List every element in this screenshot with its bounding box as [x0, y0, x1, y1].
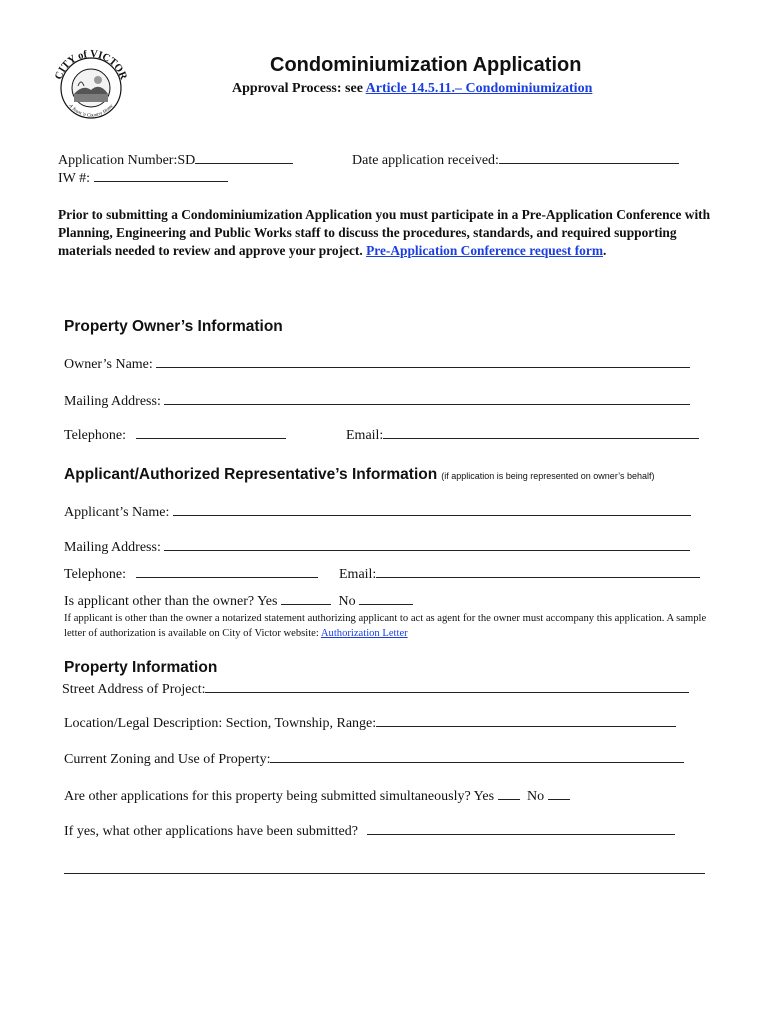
iw-blank[interactable]: [94, 181, 228, 182]
city-seal-logo: [48, 44, 134, 120]
applicant-name-field: [64, 505, 691, 521]
article-link[interactable]: Article 14.5.11.– Condominiumization: [365, 81, 593, 96]
street-address-field: [62, 682, 689, 698]
application-number-label: Application Number:SD: [58, 153, 196, 168]
authorization-letter-link[interactable]: Authorization Letter: [320, 628, 408, 639]
applicant-telephone-field: [64, 567, 318, 583]
applicant-other-no-label: No: [338, 594, 356, 609]
owner-telephone-blank[interactable]: [136, 438, 286, 439]
applicant-name-label: Applicant’s Name:: [64, 505, 170, 520]
legal-description-label: Location/Legal Description: Section, Township, Range:: [64, 716, 377, 731]
iw-label: IW #:: [58, 171, 91, 186]
notice-suffix: .: [602, 243, 607, 258]
applicant-other-yes-blank[interactable]: [281, 604, 331, 605]
document-title: Condominiumization Application: [270, 54, 582, 76]
notice-text: Prior to submitting a Condominiumization Application you must participate in a Pre-Application Conference with Planning, Engineering and Public Works staff to discuss the procedures, standards, and required supporting materials needed to review and approve your project.: [58, 207, 711, 258]
owner-mailing-blank[interactable]: [164, 404, 690, 405]
owner-email-label: Email:: [346, 428, 384, 443]
owner-telephone-field: [64, 428, 286, 444]
street-address-blank[interactable]: [205, 692, 689, 693]
date-received-blank[interactable]: [499, 163, 679, 164]
owner-name-field: [64, 357, 690, 373]
applicant-other-question: [64, 594, 413, 610]
applicant-mailing-blank[interactable]: [164, 550, 690, 551]
street-address-label: Street Address of Project:: [62, 682, 206, 697]
pre-application-form-link[interactable]: Pre-Application Conference request form: [366, 243, 603, 258]
authorization-note: [64, 611, 710, 641]
applicant-email-label: Email:: [339, 567, 377, 582]
owner-email-field: [346, 428, 699, 444]
applicant-name-blank[interactable]: [173, 515, 691, 516]
zoning-field: [64, 752, 684, 768]
iw-field: [58, 171, 228, 187]
approval-process-line: [232, 81, 592, 97]
zoning-blank[interactable]: [270, 762, 684, 763]
owner-mailing-field: [64, 394, 690, 410]
other-applications-blank[interactable]: [367, 834, 675, 835]
owner-section-heading: Property Owner’s Information: [64, 318, 283, 335]
simultaneous-question: [64, 789, 570, 805]
applicant-email-field: [339, 567, 700, 583]
simultaneous-yes-blank[interactable]: [498, 799, 520, 800]
seal-motto-text: A Town 'n Country Home: [67, 103, 115, 119]
application-number-field: [58, 153, 293, 169]
applicant-email-blank[interactable]: [376, 577, 700, 578]
seal-city-text: CITY of VICTOR: [53, 48, 129, 82]
legal-description-blank[interactable]: [376, 726, 676, 727]
owner-name-label: Owner’s Name:: [64, 357, 153, 372]
applicant-heading-note: (if application is being represented on owner’s behalf): [441, 471, 655, 481]
owner-name-blank[interactable]: [156, 367, 690, 368]
applicant-other-no-blank[interactable]: [359, 604, 413, 605]
property-section-heading: Property Information: [64, 659, 218, 676]
owner-telephone-label: Telephone:: [64, 428, 126, 443]
simultaneous-label: Are other applications for this property being submitted simultaneously? Yes: [64, 789, 495, 804]
applicant-mailing-field: [64, 540, 690, 556]
owner-mailing-label: Mailing Address:: [64, 394, 161, 409]
other-applications-label: If yes, what other applications have been submitted?: [64, 824, 358, 839]
other-applications-extra-line[interactable]: [64, 873, 705, 874]
applicant-other-label: Is applicant other than the owner? Yes: [64, 594, 278, 609]
application-number-blank[interactable]: [195, 163, 293, 164]
applicant-telephone-blank[interactable]: [136, 577, 318, 578]
other-applications-field: [64, 824, 675, 840]
zoning-label: Current Zoning and Use of Property:: [64, 752, 271, 767]
applicant-section-heading: Applicant/Authorized Representative’s Information: [64, 466, 438, 483]
applicant-telephone-label: Telephone:: [64, 567, 126, 582]
applicant-mailing-label: Mailing Address:: [64, 540, 161, 555]
authorization-note-text: If applicant is other than the owner a notarized statement authorizing applicant to act as agent for the owner must accompany this application. A sample letter of authorization is available on City of Victor website:: [64, 613, 707, 639]
date-received-field: [352, 153, 679, 169]
legal-description-field: [64, 716, 676, 732]
simultaneous-no-label: No: [527, 789, 545, 804]
pre-application-notice: [58, 206, 712, 260]
simultaneous-no-blank[interactable]: [548, 799, 570, 800]
owner-email-blank[interactable]: [383, 438, 699, 439]
approval-prefix: Approval Process: see: [232, 81, 366, 96]
date-received-label: Date application received:: [352, 153, 499, 168]
applicant-section-heading-row: [64, 466, 655, 484]
